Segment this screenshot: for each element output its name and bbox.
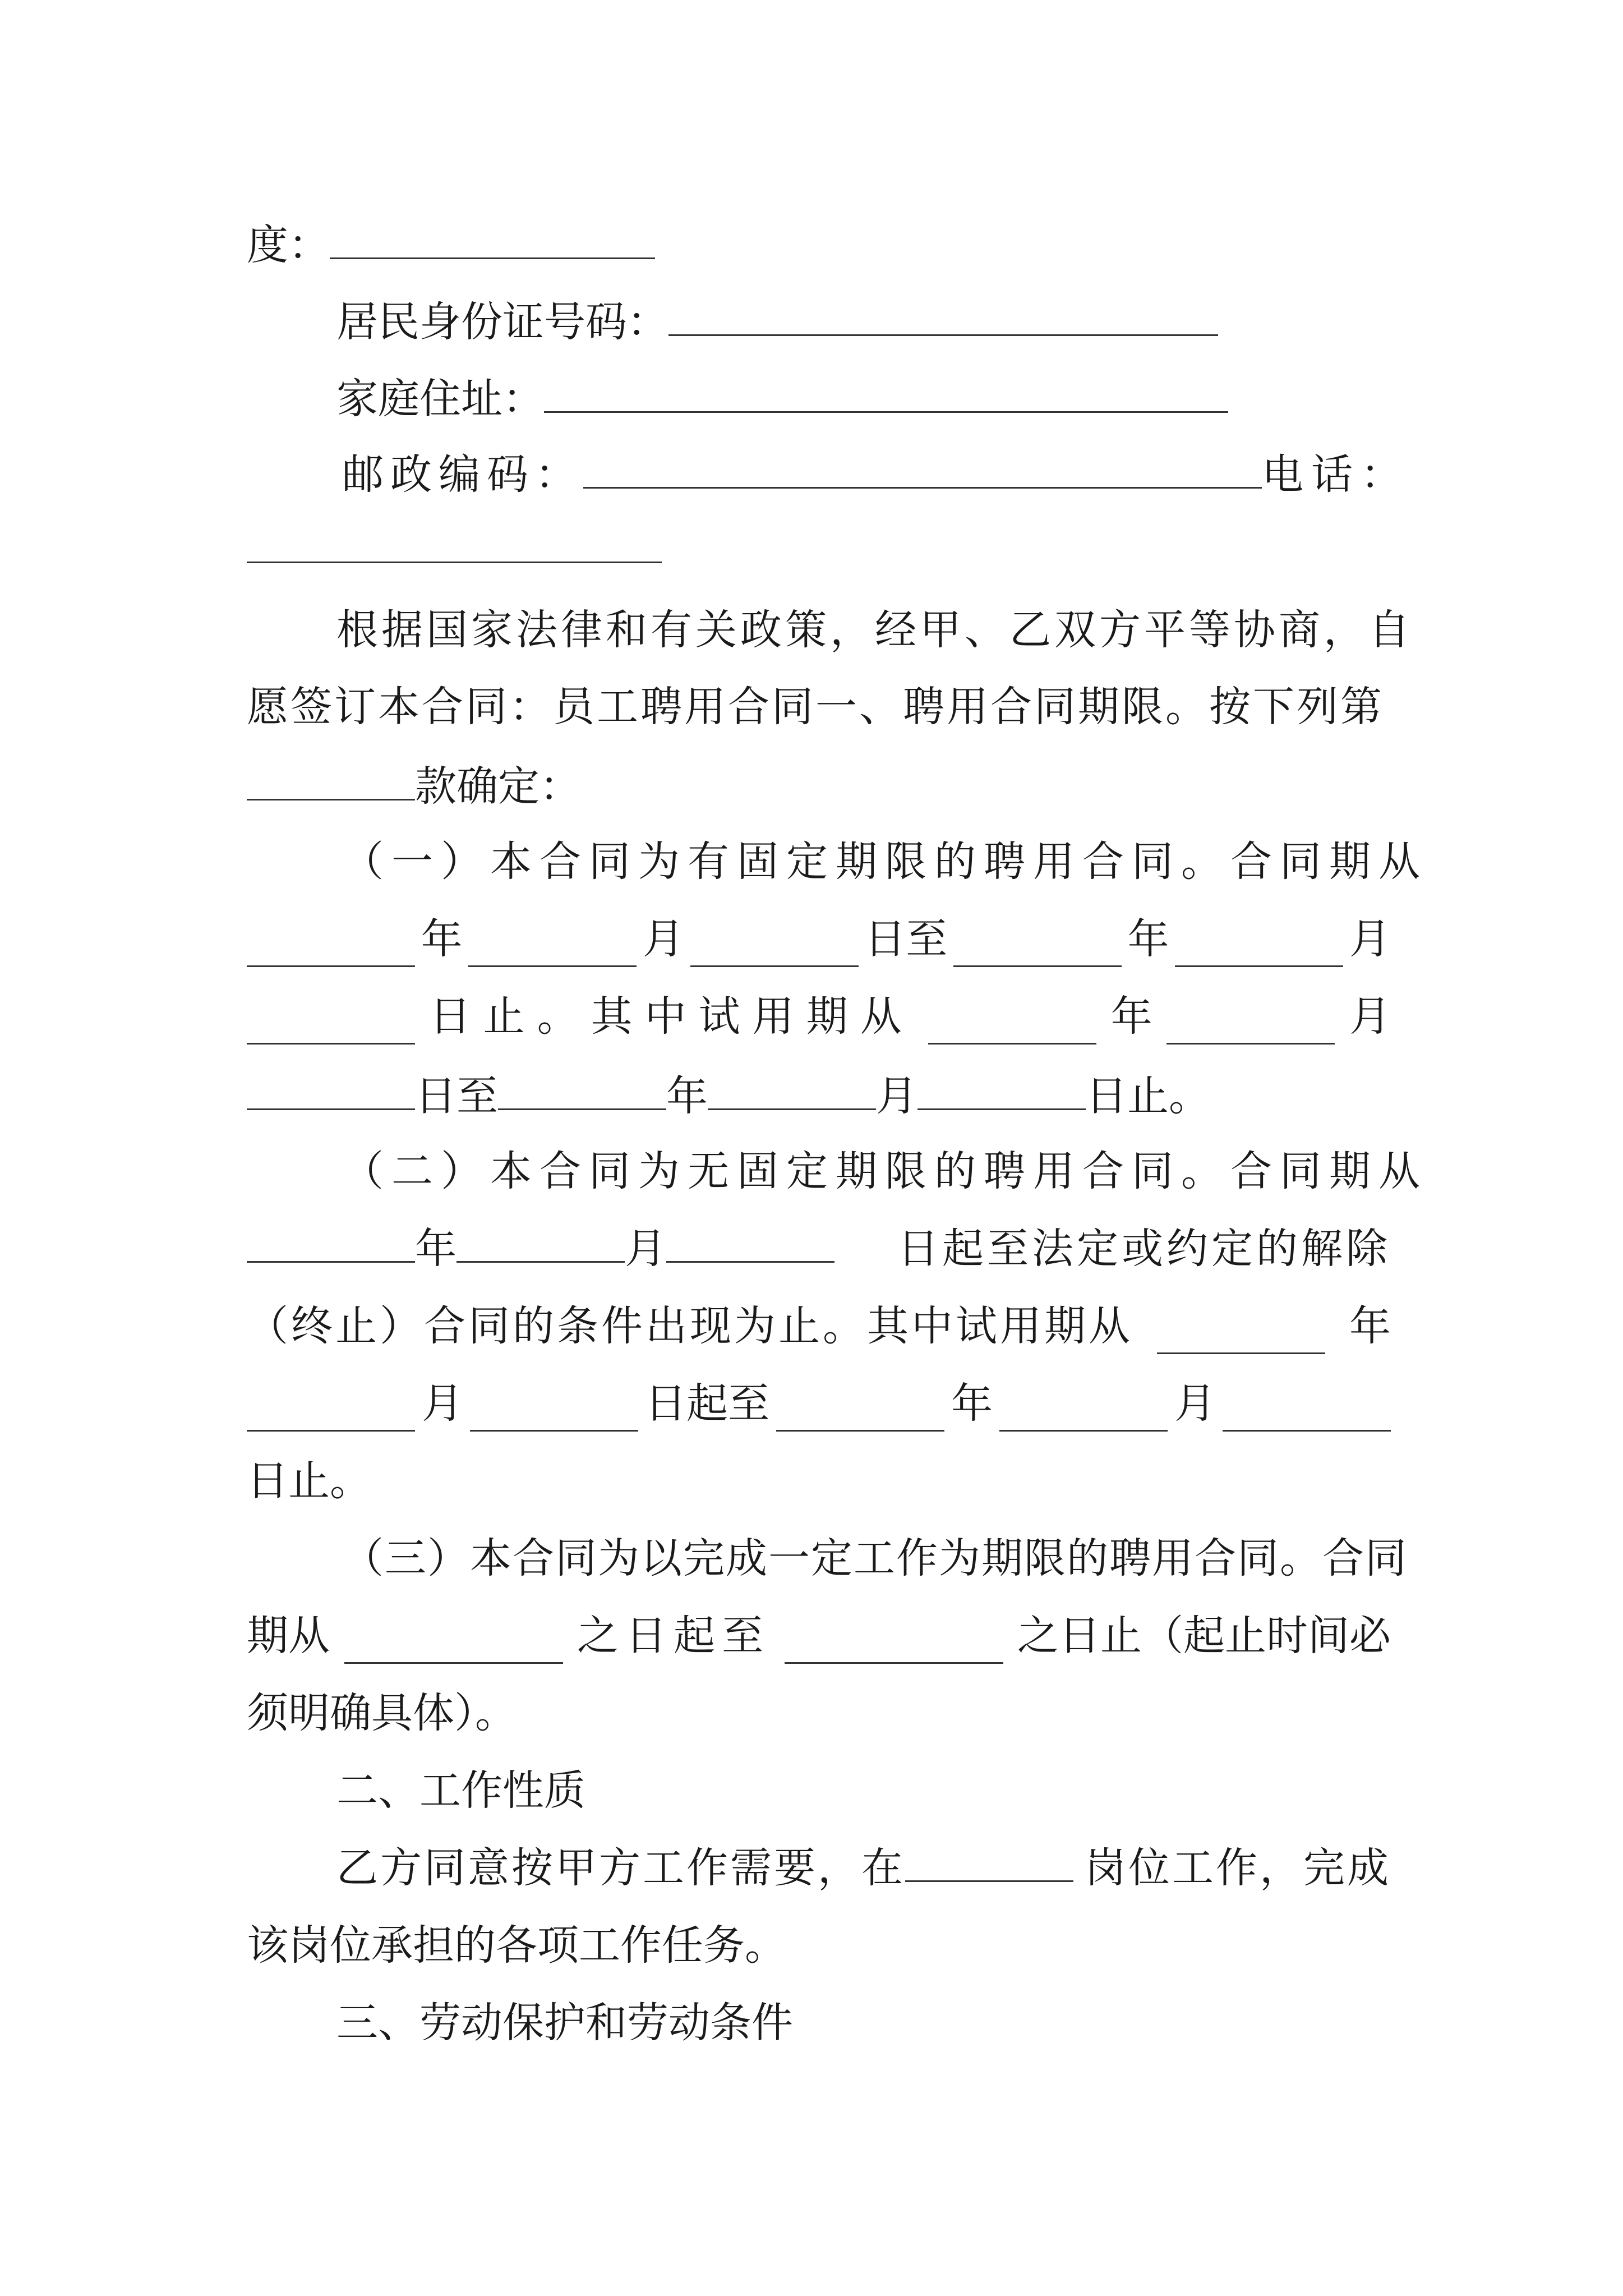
open-probation-start-month-blank[interactable] xyxy=(247,1387,415,1432)
year-label: 年 xyxy=(1110,992,1152,1041)
to-label: 日至 xyxy=(864,915,948,963)
year-label: 年 xyxy=(1349,1302,1391,1350)
postal-code-blank[interactable] xyxy=(583,444,1262,489)
probation-end-year-blank[interactable] xyxy=(498,1066,666,1110)
work-nature-text: 乙方同意按甲方工作需要，在 xyxy=(336,1844,905,1892)
phone-label: 电话： xyxy=(1262,450,1410,499)
start-year-blank[interactable] xyxy=(247,923,415,967)
work-nature-heading: 二、工作性质 xyxy=(336,1766,585,1815)
open-probation-start-year-blank[interactable] xyxy=(1157,1310,1325,1354)
year-label: 年 xyxy=(415,1225,457,1273)
work-nature-line2: 该岗位承担的各项工作任务。 xyxy=(247,1921,786,1970)
from-label: 日起至 xyxy=(645,1379,769,1428)
probation-start-month-blank[interactable] xyxy=(1166,1000,1335,1045)
probation-start-year-blank[interactable] xyxy=(928,1000,1096,1045)
postal-phone-line xyxy=(342,447,1410,503)
postal-code-label: 邮政编码： xyxy=(342,450,583,499)
fixed-term-line2 xyxy=(247,911,1391,967)
task-term-line1: （三）本合同为以完成一定工作为期限的聘用合同。合同 xyxy=(342,1534,1408,1582)
para1-line3 xyxy=(247,756,1391,812)
work-nature-line1 xyxy=(336,1840,1391,1896)
task-start-blank[interactable] xyxy=(344,1619,563,1664)
month-label: 月 xyxy=(642,915,684,963)
year-label: 年 xyxy=(1127,915,1169,963)
fixed-term-line1: （一）本合同为有固定期限的聘用合同。合同期从 xyxy=(342,838,1428,886)
task-term-line3: 须明确具体）。 xyxy=(247,1689,517,1737)
clause-number-blank[interactable] xyxy=(247,756,415,800)
task-term-line2 xyxy=(247,1608,1391,1664)
open-probation-start-day-blank[interactable] xyxy=(470,1387,638,1432)
open-probation-end-month-blank[interactable] xyxy=(999,1387,1168,1432)
fixed-term-line3 xyxy=(247,988,1391,1045)
month-label: 月 xyxy=(1349,992,1391,1041)
id-number-blank[interactable] xyxy=(668,292,1218,336)
task-end-blank[interactable] xyxy=(785,1619,1003,1664)
task-term-to: 之日起至 xyxy=(577,1612,770,1660)
open-term-line1: （二）本合同为无固定期限的聘用合同。合同期从 xyxy=(342,1147,1428,1195)
year-label: 年 xyxy=(666,1072,708,1120)
probation-start-day-blank[interactable] xyxy=(247,1066,415,1110)
task-term-note: 之日止（起止时间必 xyxy=(1017,1612,1391,1660)
open-start-day-blank[interactable] xyxy=(666,1218,834,1263)
work-nature-text2: 岗位工作，完成 xyxy=(1085,1844,1391,1892)
fixed-term-line4 xyxy=(247,1066,1391,1122)
month-label: 月 xyxy=(422,1379,463,1428)
year-label: 年 xyxy=(951,1379,993,1428)
open-probation-end-year-blank[interactable] xyxy=(776,1387,944,1432)
open-start-year-blank[interactable] xyxy=(247,1218,415,1263)
end-month-blank[interactable] xyxy=(1175,923,1343,967)
id-number-label: 居民身份证号码： xyxy=(336,298,668,346)
year-label: 年 xyxy=(421,915,463,963)
labor-protection-heading: 三、劳动保护和劳动条件 xyxy=(336,1999,793,2047)
id-number-line xyxy=(336,292,1402,348)
probation-end-day-blank[interactable] xyxy=(917,1066,1086,1110)
month-label: 月 xyxy=(625,1225,666,1273)
end-day-blank[interactable] xyxy=(247,1000,415,1045)
task-term-from: 期从 xyxy=(247,1612,330,1660)
open-term-condition: 日起至法定或约定的解除 xyxy=(897,1225,1391,1273)
month-label: 月 xyxy=(876,1072,917,1120)
clause-confirm-text: 款确定： xyxy=(415,762,581,811)
probation-end-month-blank[interactable] xyxy=(708,1066,876,1110)
degree-label: 度： xyxy=(247,221,330,269)
open-term-line4 xyxy=(247,1375,1391,1432)
para1-line2: 愿签订本合同：员工聘用合同一、聘用合同期限。按下列第 xyxy=(247,683,1384,731)
para1-line1: 根据国家法律和有关政策，经甲、乙双方平等协商，自 xyxy=(336,606,1413,654)
degree-blank[interactable] xyxy=(330,215,655,259)
month-label: 月 xyxy=(1349,915,1391,963)
start-month-blank[interactable] xyxy=(468,923,637,967)
open-term-line3 xyxy=(247,1298,1391,1354)
home-address-label: 家庭住址： xyxy=(336,375,544,423)
degree-line xyxy=(247,215,1391,271)
stop-label: 日止。 xyxy=(1086,1072,1210,1120)
to-label: 日至 xyxy=(415,1072,498,1120)
probation-text: 日止。其中试用期从 xyxy=(429,992,914,1041)
open-start-month-blank[interactable] xyxy=(457,1218,625,1263)
end-year-blank[interactable] xyxy=(953,923,1122,967)
home-address-blank[interactable] xyxy=(544,369,1228,413)
position-blank[interactable] xyxy=(905,1838,1073,1882)
open-term-termination-text: （终止）合同的条件出现为止。其中试用期从 xyxy=(247,1302,1133,1350)
open-term-line2 xyxy=(247,1221,1391,1277)
open-probation-end-day-blank[interactable] xyxy=(1223,1387,1391,1432)
month-label: 月 xyxy=(1174,1379,1216,1428)
open-term-line5: 日止。 xyxy=(247,1457,371,1505)
home-address-line xyxy=(336,369,1402,425)
phone-blank[interactable] xyxy=(247,519,662,563)
phone-blank-line xyxy=(247,519,1391,575)
start-day-blank[interactable] xyxy=(690,923,859,967)
